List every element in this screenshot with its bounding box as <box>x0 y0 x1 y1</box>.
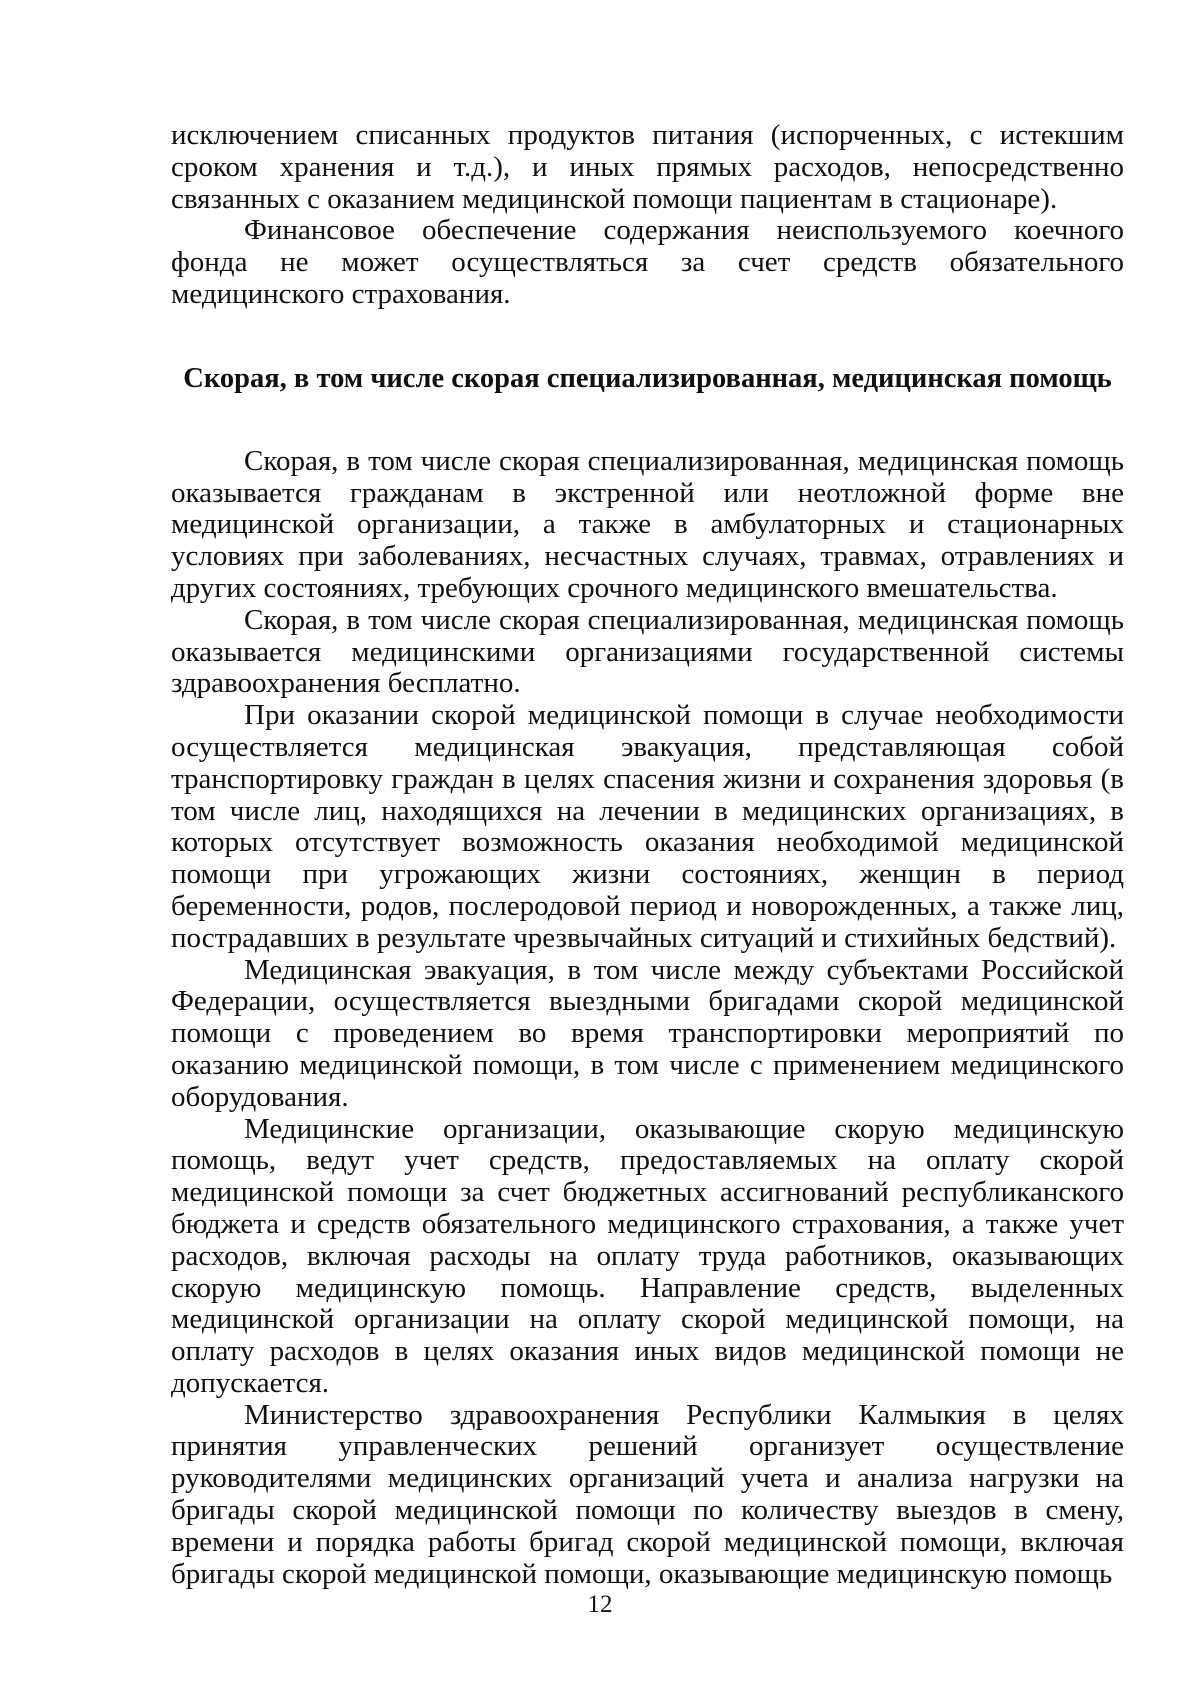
paragraph-medical-evacuation: При оказании скорой медицинской помощи в случае необходимости осуществляется медицинская эвакуация, представляющая собой транспортировку граждан в целях спасения жизни и сохранения здоровья (в том числе лиц, находящихся на лечении в медицинских организациях, в которых отсутствует возможность оказания необходимой медицинской помощи при угрожающих жизни состояниях, женщин в период беременности, родов, послеродовой период и новорожденных, а также лиц, пострадавших в результате чрезвычайных ситуаций и стихийных бедствий). <box>171 699 1124 954</box>
paragraph-ministry-analysis: Министерство здравоохранения Республики Калмыкия в целях принятия управленческих решений организует осуществление руководителями медицинских организаций учета и анализа нагрузки на бригады скорой медицинской помощи по количеству выездов в смену, времени и порядка работы бригад скорой медицинской помощи, включая бригады скорой медицинской помощи, оказывающие медицинскую помощь <box>171 1398 1124 1590</box>
section-heading: Скорая, в том числе скорая специализированная, медицинская помощь <box>183 362 1112 394</box>
paragraph-continuation: исключением списанных продуктов питания (испорченных, с истекшим сроком хранения и т.д.), и иных прямых расходов, непосредственно связанных с оказанием медицинской помощи пациентам в стационаре). <box>171 119 1124 215</box>
paragraph-accounting: Медицинские организации, оказывающие скорую медицинскую помощь, ведут учет средств, предоставляемых на оплату скорой медицинской помощи за счет бюджетных ассигнований республиканского бюджета и средств обязательного медицинского страхования, а также учет расходов, включая расходы на оплату труда работников, оказывающих скорую медицинскую помощь. Направление средств, выделенных медицинской организации на оплату скорой медицинской помощи, на оплату расходов в целях оказания иных видов медицинской помощи не допускается. <box>171 1112 1124 1399</box>
page-number: 12 <box>587 1591 613 1618</box>
page-body <box>171 120 1124 1590</box>
paragraph-emergency-care-free: Скорая, в том числе скорая специализированная, медицинская помощь оказывается медицинскими организациями государственной системы здравоохранения бесплатно. <box>171 603 1124 700</box>
paragraph-bed-fund-financing: Финансовое обеспечение содержания неиспользуемого коечного фонда не может осуществляться за счет средств обязательного медицинского страхования. <box>171 214 1124 310</box>
paragraph-emergency-care-definition: Скорая, в том числе скорая специализированная, медицинская помощь оказывается гражданам в экстренной или неотложной форме вне медицинской организации, а также в амбулаторных и стационарных условиях при заболеваниях, несчастных случаях, травмах, отравлениях и других состояниях, требующих срочного медицинского вмешательства. <box>171 444 1124 604</box>
paragraph-evacuation-brigades: Медицинская эвакуация, в том числе между субъектами Российской Федерации, осуществляется выездными бригадами скорой медицинской помощи с проведением во время транспортировки мероприятий по оказанию медицинской помощи, в том числе с применением медицинского оборудования. <box>171 953 1124 1113</box>
